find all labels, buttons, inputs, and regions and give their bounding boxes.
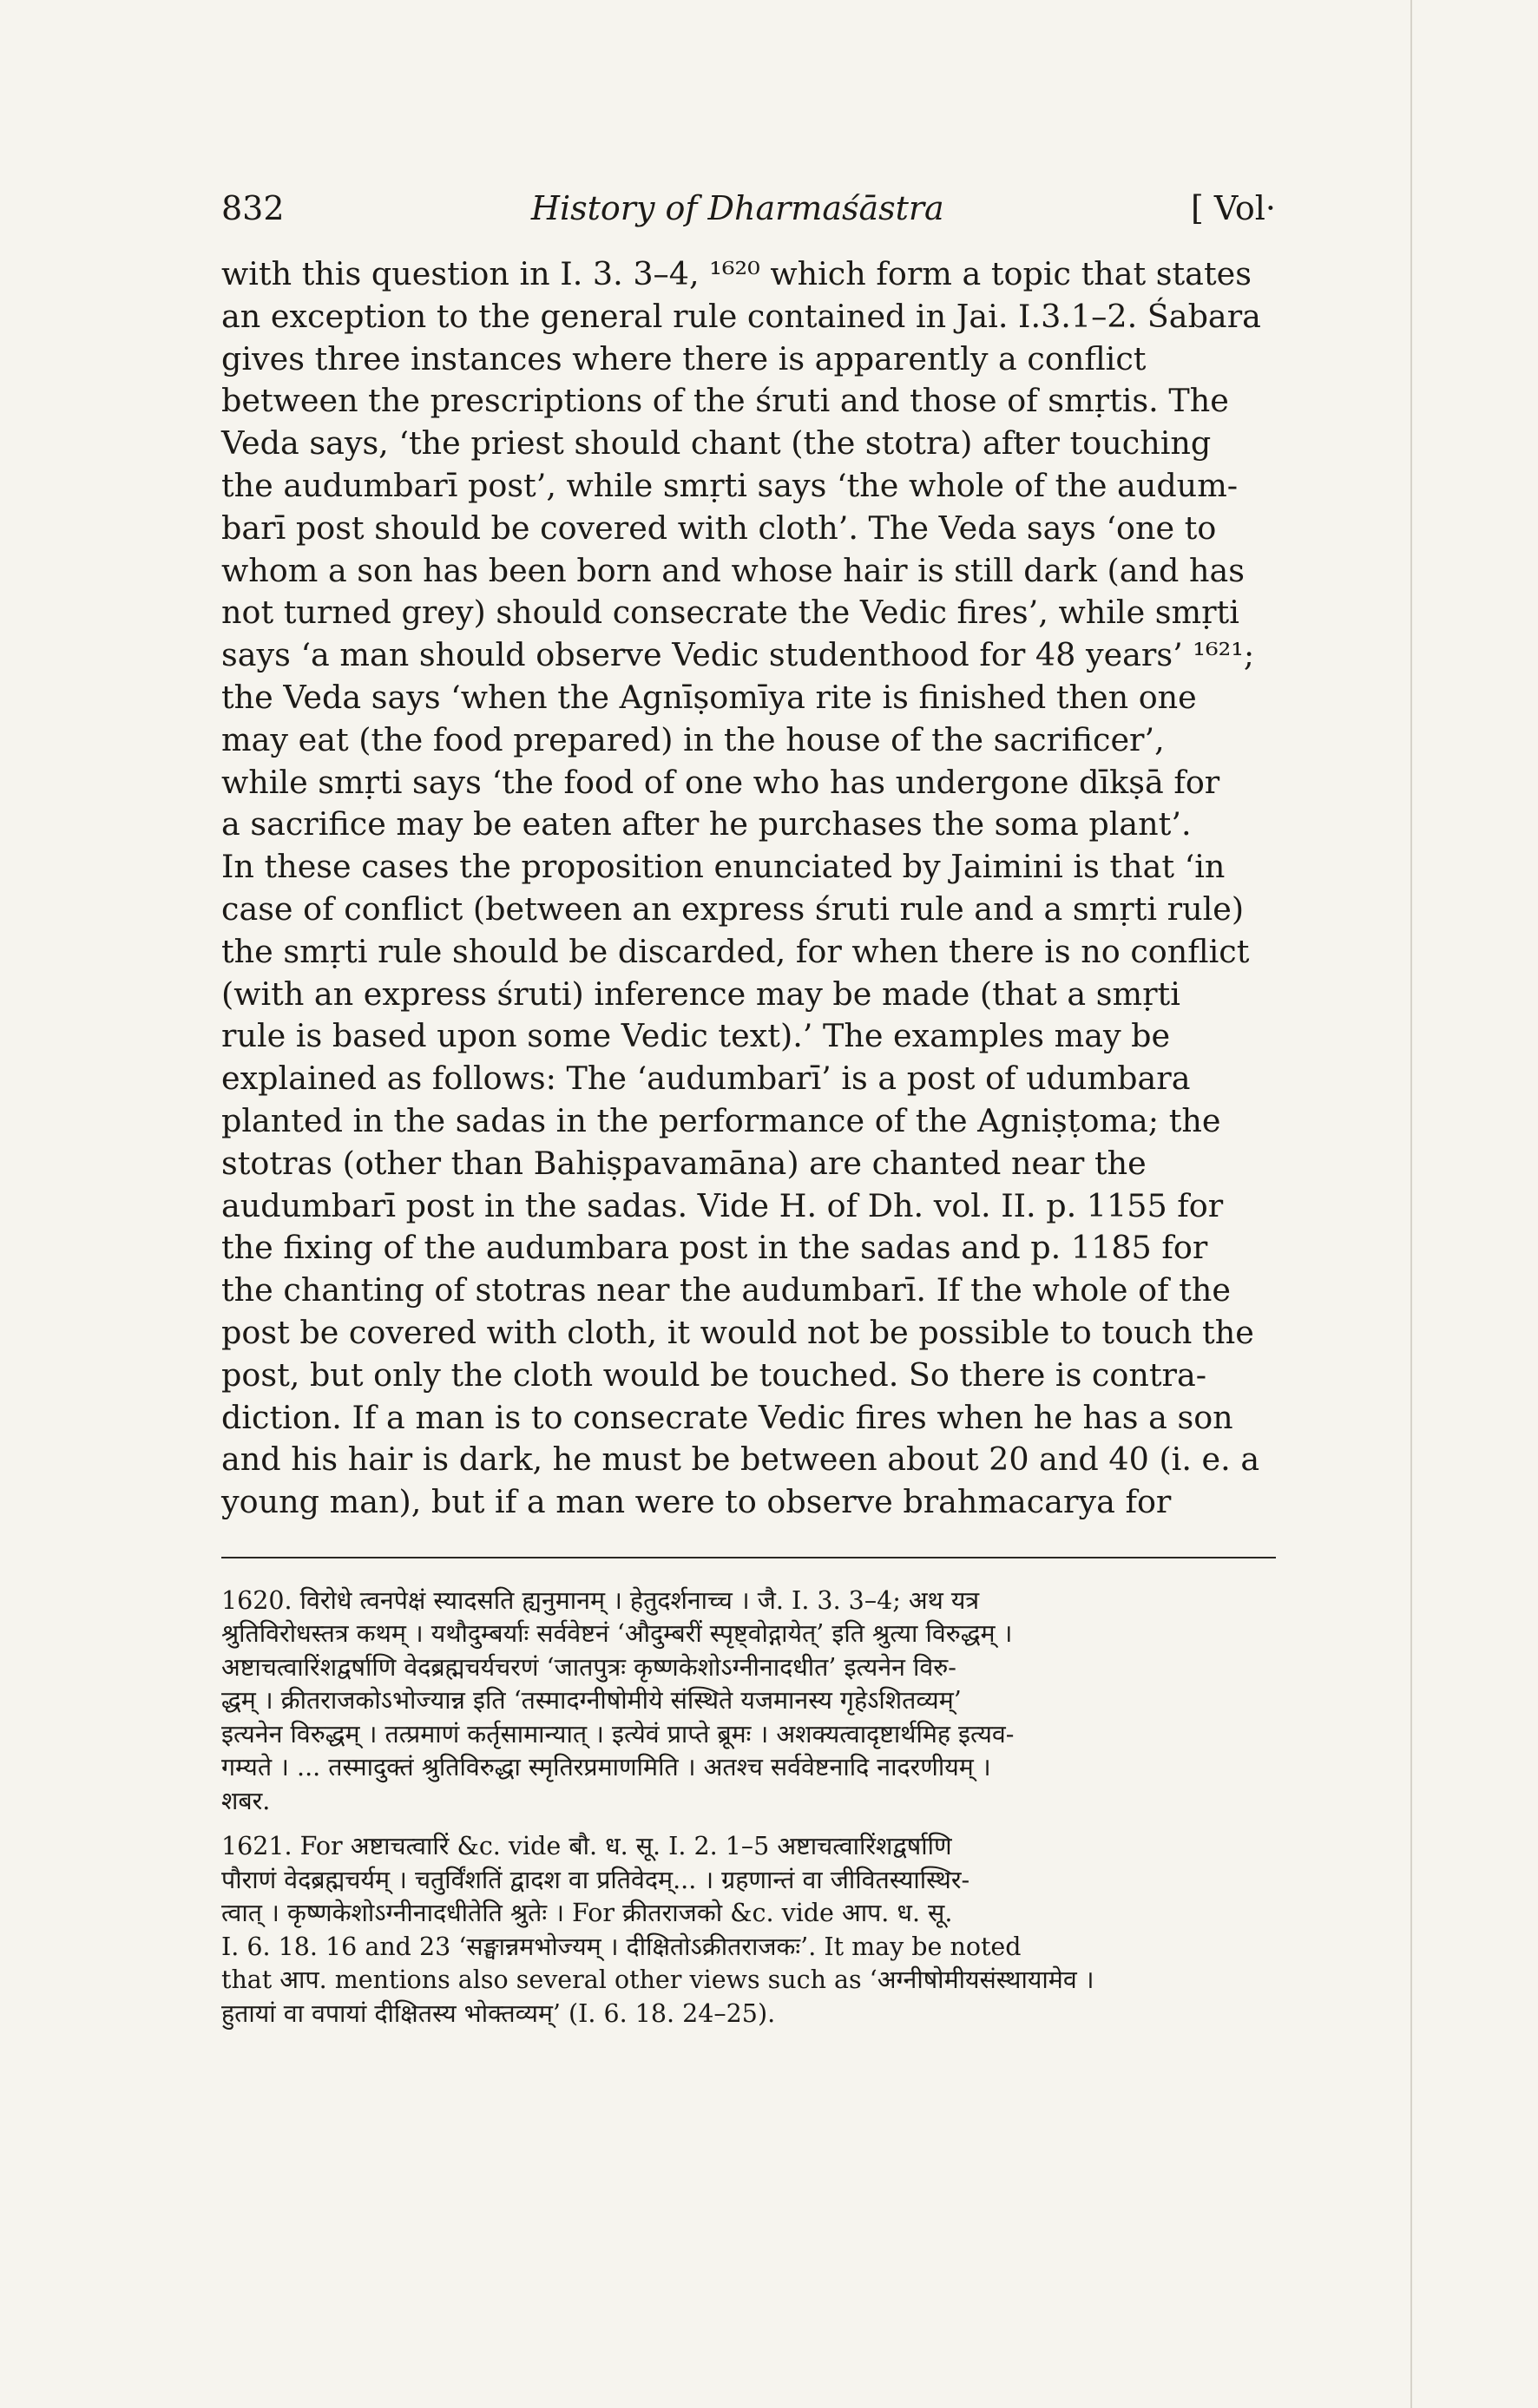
page-title: History of Dharmaśāstra <box>530 189 944 227</box>
footnote-1621: 1621. For अष्टाचत्वारिं &c. vide बौ. ध. सू. I. 2. 1–5 अष्टाचत्वारिंशद्वर्षाणि पौराणं वेदब्रह्मचर्यम् । चतुर्विंशतिं द्वादश वा प्रतिवेदम्... । ग्रहणान्तं वा जीवितस्यास्थिर- त्वात् । कृष्णकेशोऽग्नीनादधीतेति श्रुतेः । For क्रीतराजको &c. vide आप. ध. सू. I. 6. 18. 16 and 23 ‘सङ्घान्नमभोज्यम् । दीक्षितोऽक्रीतराजकः’. It may be noted that आप. mentions also several other views such as ‘अग्नीषोमीयसंस्थायामेव । हुतायां वा वपायां दीक्षितस्य भोक्तव्यम्’ (I. 6. 18. 24–25). <box>221 1832 1094 2028</box>
footnote-1620: 1620. विरोधे त्वनपेक्षं स्यादसति ह्यनुमानम् । हेतुदर्शनाच्च । जै. I. 3. 3–4; अथ यत्र श्रुतिविरोधस्तत्र कथम् । यथौदुम्बर्याः सर्ववेष्टनं ‘औदुम्बरीं स्पृष्ट्वोद्गायेत्’ इति श्रुत्या विरुद्धम् । अष्टाचत्वारिंशद्वर्षाणि वेदब्रह्मचर्यचरणं ‘जातपुत्रः कृष्णकेशोऽग्नीनादधीत’ इत्यनेन विरु- द्धम् । क्रीतराजकोऽभोज्यान्न इति ‘तस्मादग्नीषोमीये संस्थिते यजमानस्य गृहेऽशितव्यम्’ इत्यनेन विरुद्धम् । तत्प्रमाणं कर्तृसामान्यात् । इत्येवं प्राप्ते ब्रूमः । अशक्यत्वादृष्टार्थमिह इत्यव- गम्यते । ... तस्मादुक्तं श्रुतिविरुद्धा स्मृतिरप्रमाणमिति । अतश्च सर्ववेष्टनादि नादरणीयम् । शबर. <box>221 1585 1015 1815</box>
page-number: 832 <box>221 189 285 227</box>
body-paragraph: with this question in I. 3. 3–4, ¹⁶²⁰ which form a topic that states an exception to the general rule contained in Jai. I.3.1–2. Śabara gives three instances where there is apparently a conflict between the prescriptions of the śruti and those of smṛtis. The Veda says, ‘the priest should chant (the stotra) after touching the audumbarī post’, while smṛti says ‘the whole of the audum- barī post should be covered with cloth’. The Veda says ‘one to whom a son has been born and whose hair is still dark (and has not turned grey) should consecrate the Vedic fires’, while smṛti says ‘a man should observe Vedic studenthood for 48 years’ ¹⁶²¹; the Veda says ‘when the Agnīṣomīya rite is finished then one may eat (the food prepared) in the house of the sacrificer’, while smṛti says ‘the food of one who has undergone dīkṣā for a sacrifice may be eaten after he purchases the soma plant’. In these cases the proposition enunciated by Jaimini is that ‘in case of conflict (between an express śruti rule and a smṛti rule) the smṛti rule should be discarded, for when there is no conflict (with an express śruti) inference may be made (that a smṛti rule is based upon some Vedic text).’ The examples may be explained as follows: The ‘audumbarī’ is a post of udumbara planted in the sadas in the performance of the Agniṣṭoma; the stotras (other than Bahiṣpavamāna) are chanted near the audumbarī post in the sadas. Vide H. of Dh. vol. II. p. 1155 for the fixing of the audumbara post in the sadas and p. 1185 for the chanting of stotras near the audumbarī. If the whole of the post be covered with cloth, it would not be possible to touch the post, but only the cloth would be touched. So there is contra- diction. If a man is to consecrate Vedic fires when he has a son and his hair is dark, he must be between about 20 and 40 (i. e. a young man), but if a man were to observe brahmacarya for <box>221 255 1261 1521</box>
volume-label: [ Vol· <box>1191 189 1276 227</box>
footnote-divider <box>221 1557 1276 1558</box>
document-page <box>221 189 1276 2043</box>
running-head <box>221 189 1276 227</box>
margin-rule <box>1410 0 1412 2408</box>
